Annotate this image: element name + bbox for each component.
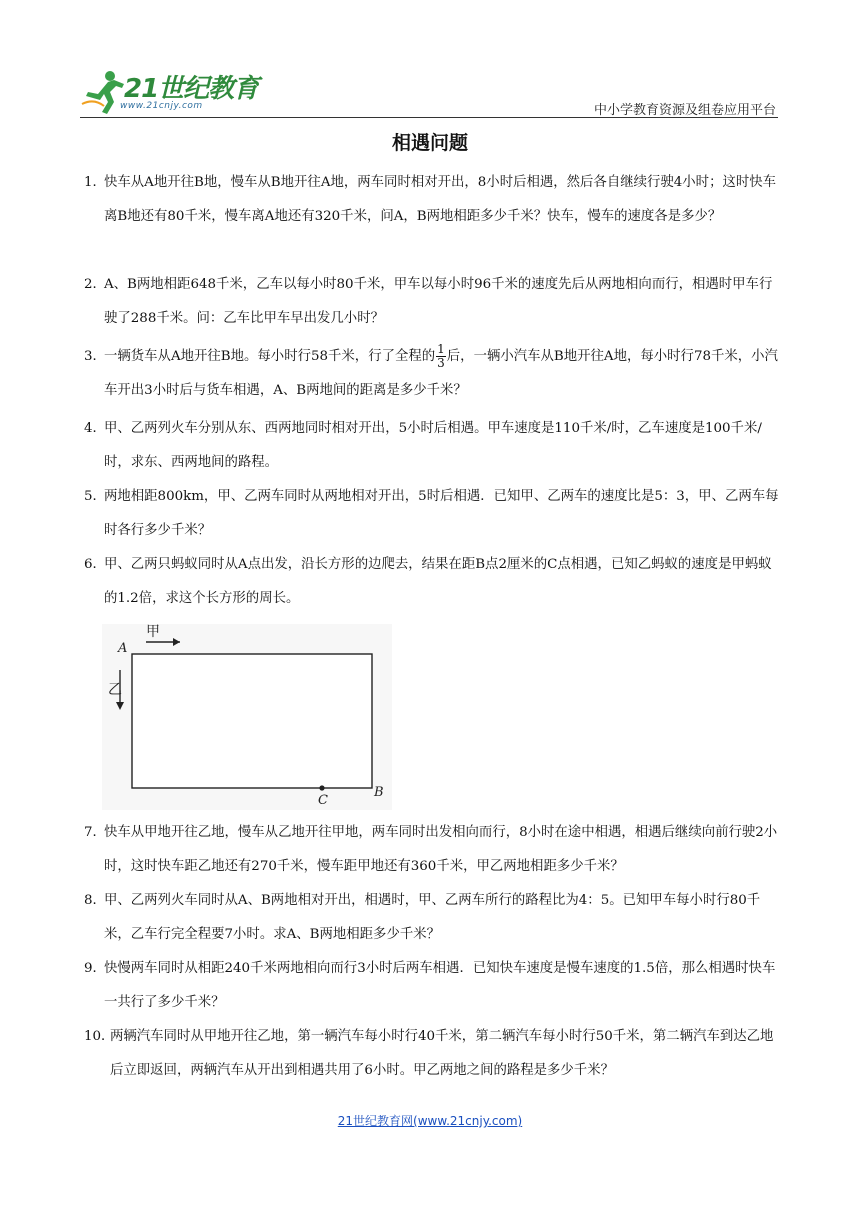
header-divider <box>80 117 778 118</box>
question-4 <box>84 412 784 480</box>
question-number: 6． <box>84 557 106 572</box>
question-number: 5． <box>84 489 106 504</box>
question-9 <box>84 952 784 1020</box>
question-3 <box>84 340 784 408</box>
page-header <box>80 66 778 118</box>
question-6 <box>84 548 784 616</box>
question-7 <box>84 816 784 884</box>
question-number: 9． <box>84 961 106 976</box>
page-title: 相遇问题 <box>391 132 468 154</box>
question-1 <box>84 166 784 234</box>
question-number: 3． <box>84 349 106 364</box>
question-5 <box>84 480 784 548</box>
question-text: 甲、乙两只蚂蚁同时从A点出发，沿长方形的边爬去，结果在距B点2厘米的C点相遇，已知乙蚂蚁的速度是甲蚂蚁的1.2倍，求这个长方形的周长。 <box>104 557 772 606</box>
question-number: 7． <box>84 825 106 840</box>
question-number: 10． <box>84 1029 115 1044</box>
logo-url: www.21cnjy.com <box>120 101 203 111</box>
question-10 <box>84 1020 784 1088</box>
question-text: A、B两地相距648千米，乙车以每小时80千米，甲车以每小时96千米的速度先后从两地相向而行，相遇时甲车行驶了288千米。问：乙车比甲车早出发几小时？ <box>104 277 773 326</box>
logo <box>80 66 260 118</box>
point-c <box>319 785 324 790</box>
question-number: 4． <box>84 421 106 436</box>
question-text: 甲、乙两列火车同时从A、B两地相对开出，相遇时，甲、乙两车所行的路程比为4：5。已知甲车每小时行80千米，乙车行完全程要7小时。求A、B两地相距多少千米？ <box>104 893 761 942</box>
label-yi: 乙 <box>108 682 122 698</box>
label-b: B <box>374 785 384 800</box>
rectangle-figure <box>102 624 392 810</box>
question-text: 甲、乙两列火车分别从东、西两地同时相对开出，5小时后相遇。甲车速度是110千米/时，乙车速度是100千米/时，求东、西两地间的路程。 <box>104 421 762 470</box>
platform-name: 中小学教育资源及组卷应用平台 <box>593 103 776 118</box>
question-text: 快车从A地开往B地，慢车从B地开往A地，两车同时相对开出，8小时后相遇，然后各自继续行驶4小时；这时快车离B地还有80千米，慢车离A地还有320千米，问A，B两地相距多少千米？快车，慢车的速度各是多少？ <box>104 175 777 224</box>
question-text: 快车从甲地开往乙地，慢车从乙地开往甲地，两车同时出发相向而行，8小时在途中相遇，相遇后继续向前行驶2小时，这时快车距乙地还有270千米，慢车距甲地还有360千米，甲乙两地相距多少千米？ <box>104 825 778 874</box>
question-2 <box>84 268 784 336</box>
label-jia: 甲 <box>146 624 160 640</box>
logo-text: 21世纪教育 <box>124 74 259 104</box>
question-text: 快慢两车同时从相距240千米两地相向而行3小时后两车相遇．已知快车速度是慢车速度的1.5倍，那么相遇时快车一共行了多少千米？ <box>104 961 776 1010</box>
label-c: C <box>318 793 328 808</box>
question-number: 8． <box>84 893 106 908</box>
question-number: 2． <box>84 277 106 292</box>
fraction: $\frac{1}{3}$ <box>437 342 445 370</box>
question-text: 一辆货车从A地开往B地。每小时行58千米，行了全程的 $\frac{1}{3}$ 后，一辆小汽车从B地开往A地，每小时行78千米，小汽车开出3小时后与货车相遇，A、B两地间的距离是多少千米？ <box>104 342 778 398</box>
question-text: 两地相距800km，甲、乙两车同时从两地相对开出，5时后相遇．已知甲、乙两车的速度比是5：3，甲、乙两车每时各行多少千米？ <box>104 489 779 538</box>
label-a: A <box>118 641 128 656</box>
question-8 <box>84 884 784 952</box>
question-number: 1． <box>84 175 106 190</box>
footer-link[interactable]: 21世纪教育网(www.21cnjy.com) <box>337 1114 523 1128</box>
question-text: 两辆汽车同时从甲地开往乙地，第一辆汽车每小时行40千米，第二辆汽车每小时行50千米，第二辆汽车到达乙地后立即返回，两辆汽车从开出到相遇共用了6小时。甲乙两地之间的路程是多少千米？ <box>110 1029 774 1078</box>
